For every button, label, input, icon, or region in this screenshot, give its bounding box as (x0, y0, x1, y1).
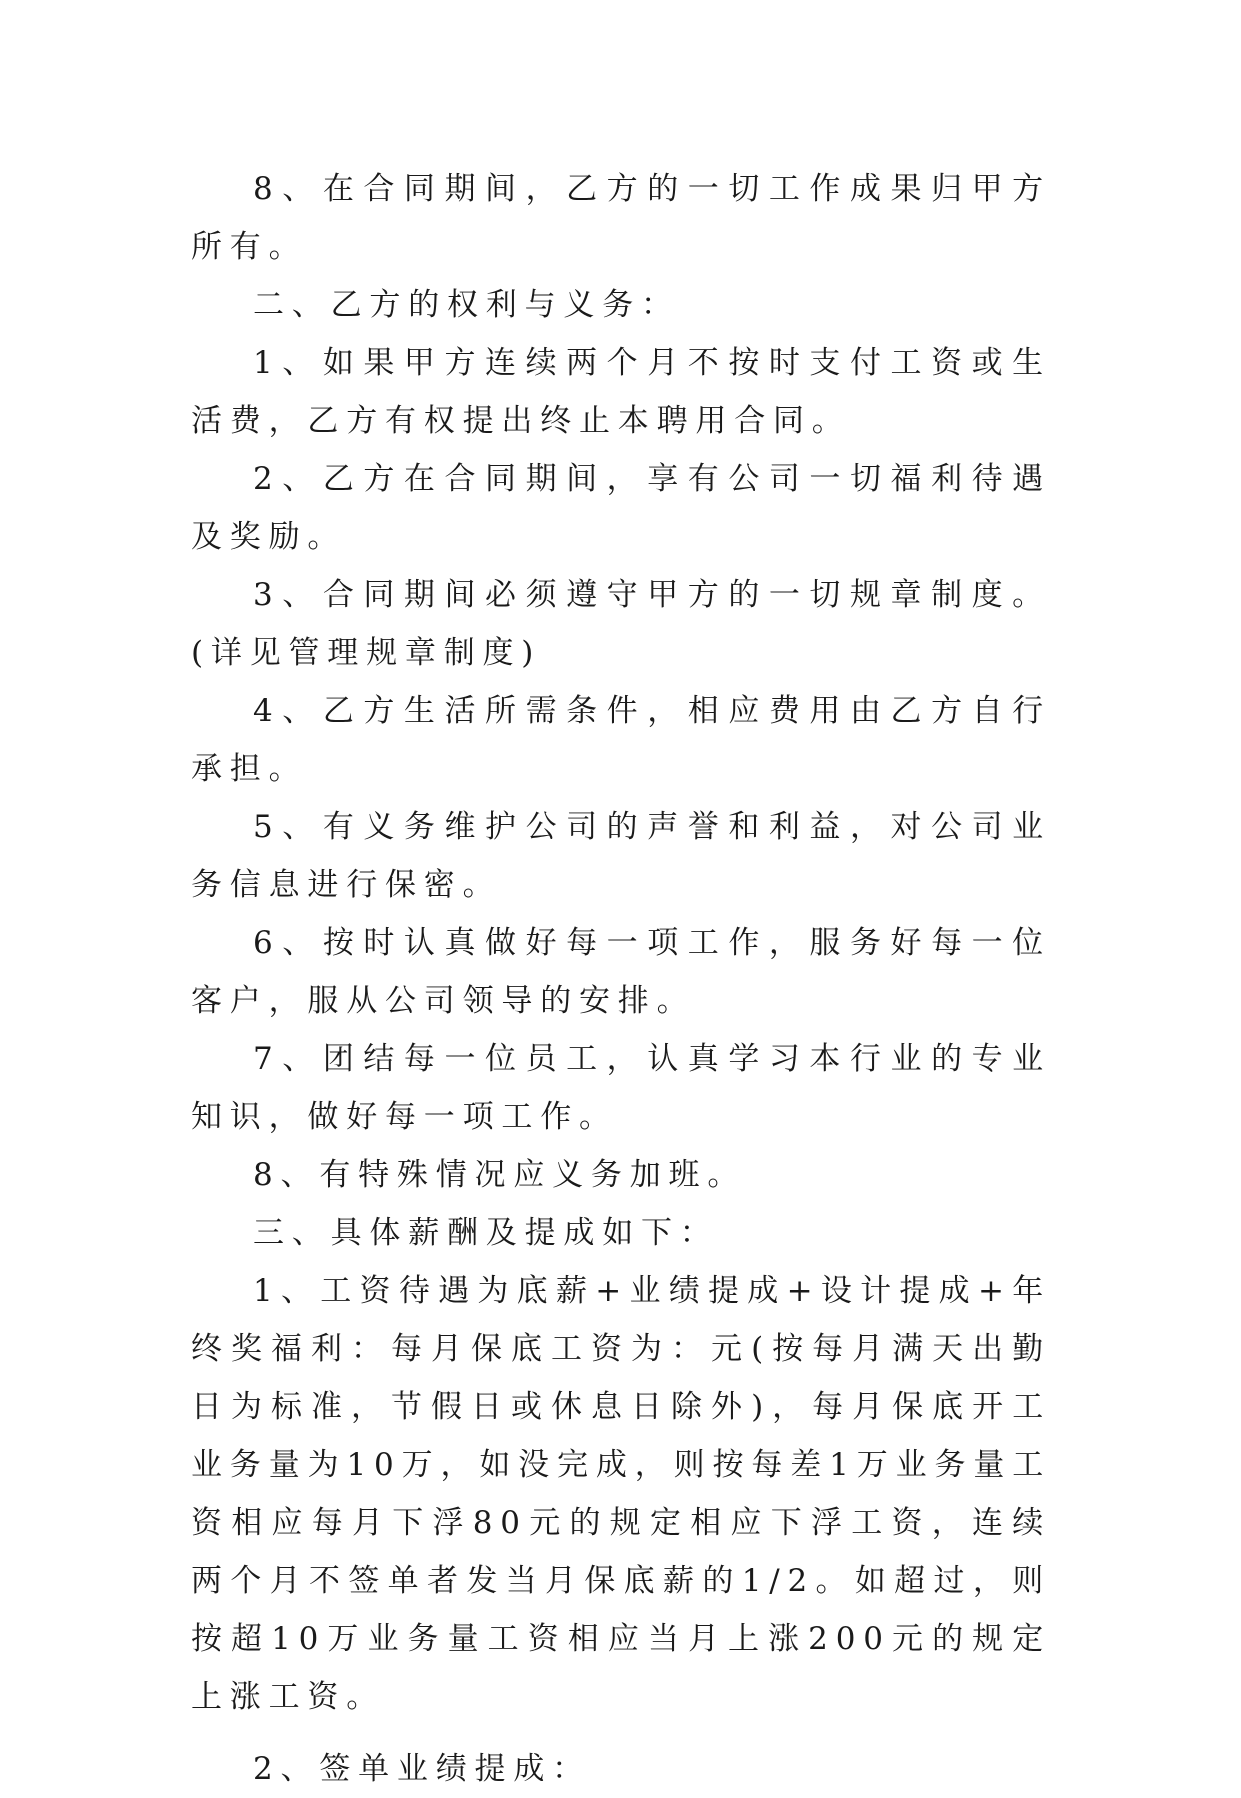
document-body (191, 160, 1051, 1798)
paragraph-rights-7: 7、团结每一位员工，认真学习本行业的专业知识，做好每一项工作。 (191, 1041, 1051, 1135)
section-heading-salary: 三、具体薪酬及提成如下： (253, 1215, 719, 1251)
paragraph-rights-8: 8、有特殊情况应义务加班。 (253, 1157, 747, 1193)
paragraph-rights-4: 4、乙方生活所需条件，相应费用由乙方自行承担。 (191, 693, 1051, 787)
paragraph-rights-2: 2、乙方在合同期间，享有公司一切福利待遇及奖励。 (191, 461, 1051, 555)
paragraph-rights-6: 6、按时认真做好每一项工作，服务好每一位客户，服从公司领导的安排。 (191, 925, 1051, 1019)
paragraph-rights-5: 5、有义务维护公司的声誉和利益，对公司业务信息进行保密。 (191, 809, 1051, 903)
paragraph-ownership-clause: 8、在合同期间，乙方的一切工作成果归甲方所有。 (191, 171, 1051, 265)
paragraph-salary-2: 2、签单业绩提成： (253, 1751, 591, 1787)
paragraph-rights-1: 1、如果甲方连续两个月不按时支付工资或生活费，乙方有权提出终止本聘用合同。 (191, 345, 1051, 439)
paragraph-rights-3: 3、合同期间必须遵守甲方的一切规章制度。(详见管理规章制度) (191, 577, 1051, 671)
section-heading-rights-obligations: 二、乙方的权利与义务： (253, 287, 680, 323)
paragraph-salary-1: 1、工资待遇为底薪+业绩提成+设计提成+年终奖福利：每月保底工资为：元(按每月满天出勤日为标准，节假日或休息日除外)，每月保底开工业务量为10万，如没完成，则按每差1万业务量工资相应每月下浮80元的规定相应下浮工资，连续两个月不签单者发当月保底薪的1/2。如超过，则按超10万业务量工资相应当月上涨200元的规定上涨工资。 (191, 1273, 1051, 1715)
